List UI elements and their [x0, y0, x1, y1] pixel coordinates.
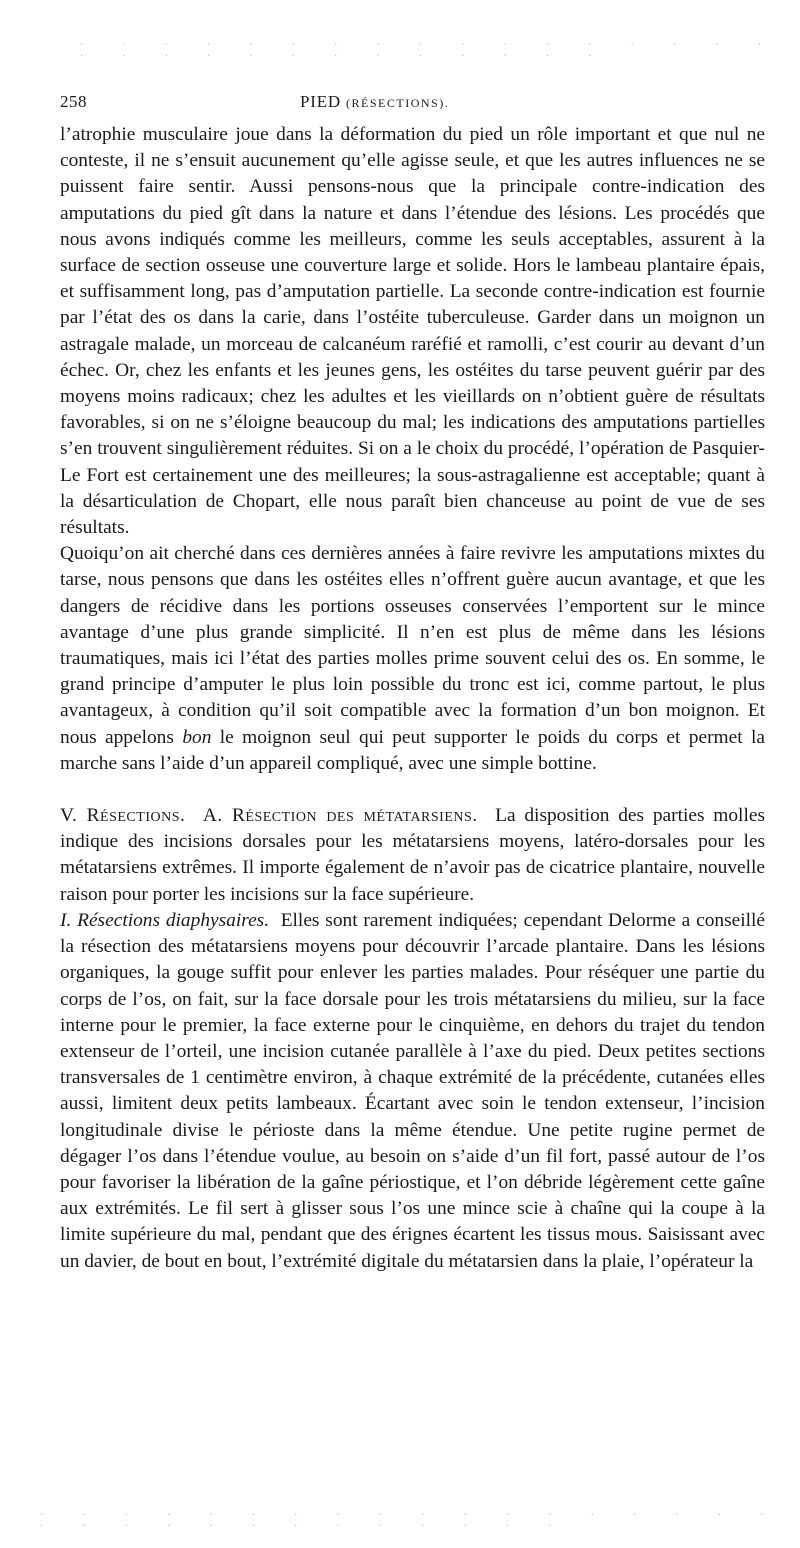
paragraph-3	[60, 803, 765, 908]
body-text	[60, 122, 765, 1275]
section-heading: V. Résections.	[60, 805, 186, 827]
scan-speckle-bottom: · · · · · · · · · · · · · · · · · · · · · · · · · · · · · · ·	[40, 1510, 782, 1532]
subsection-heading: A. Résection des métatarsiens.	[202, 805, 478, 827]
paragraph-2-part-b: le moignon seul qui peut supporter le poids du corps et permet la marche sans l’aide d’un appareil compliqué, avec une simple bottine.	[60, 726, 765, 774]
running-title-main: PIED	[300, 92, 341, 111]
running-title-sub: (RÉSECTIONS).	[346, 96, 450, 110]
paragraph-2-part-a: Quoiqu’on ait cherché dans ces dernières années à faire revivre les amputations mixtes du tarse, nous pensons que dans les ostéites elles n’offrent guère aucun avantage, et que les dangers de récidive dans les portions osseuses conservées l’emportent sur le mince avantage d’une plus grande simplicité. Il n’en est plus de même dans les lésions traumatiques, mais ici l’état des parties molles prime souvent celui des os. En somme, le grand principe d’amputer le plus loin possible du tronc est ici, comme partout, le plus avantageux, à condition qu’il soit compatible avec la formation d’un bon moignon. Et nous appelons	[60, 543, 765, 748]
scan-speckle-top: · · · · · · · · · · · · · · · · · · · · · · · · · · · · · ·	[80, 40, 779, 62]
paragraph-4-heading: I. Résections diaphysaires.	[60, 909, 270, 931]
paragraph-2	[60, 541, 765, 777]
page-number: 258	[60, 92, 87, 111]
running-title	[300, 92, 449, 112]
section-gap	[60, 777, 765, 803]
running-head	[60, 92, 765, 116]
paragraph-3-body: La disposition des parties molles indique des incisions dorsales pour les métatarsiens moyens, latéro-dorsales pour les métatarsiens extrêmes. Il importe également de n’avoir pas de cicatrice plantaire, nouvelle raison pour porter les incisions sur la face supérieure.	[60, 805, 765, 905]
paragraph-4	[60, 908, 765, 1275]
paragraph-2-emphasis: bon	[182, 726, 212, 748]
paragraph-4-body: Elles sont rarement indiquées; cependant Delorme a conseillé la résection des métatarsiens moyens pour découvrir l’arcade plantaire. Dans les lésions organiques, la gouge suffit pour enlever les parties malades. Pour réséquer une partie du corps de l’os, on fait, sur la face dorsale pour les trois métatarsiens du milieu, sur la face interne pour le premier, la face externe pour le cinquième, en dehors du trajet du tendon extenseur de l’orteil, une incision cutanée parallèle à l’axe du pied. Deux petites sections transversales de 1 centimètre environ, à chaque extrémité de la précédente, cutanées elles aussi, limitent deux petits lambeaux. Écartant avec soin le tendon extenseur, l’incision longitudinale divise le périoste dans la même étendue. Une petite rugine permet de dégager l’os dans l’étendue voulue, au besoin on s’aide d’un fil fort, passé autour de l’os pour favoriser la libération de la gaîne périostique, et l’on débride légèrement cette gaîne aux extrémités. Le fil sert à glisser sous l’os une mince scie à chaîne qui la coupe à la limite supérieure du mal, pendant que des érignes écartent les tissus mous. Saisissant avec un davier, de bout en bout, l’extrémité digitale du métatarsien dans la plaie, l’opérateur la	[60, 909, 766, 1272]
paragraph-1: l’atrophie musculaire joue dans la déformation du pied un rôle important et que nul ne conteste, il ne s’ensuit aucunement qu’elle agisse seule, et que les autres influences ne se puissent faire sentir. Aussi pensons-nous que la principale contre-indication des amputations du pied gît dans la nature et dans l’étendue des lésions. Les procédés que nous avons indiqués comme les meilleurs, comme les seuls acceptables, assurent à la surface de section osseuse une couverture large et solide. Hors le lambeau plantaire épais, et suffisamment long, pas d’amputation partielle. La seconde contre-indication est fournie par l’état des os dans la carie, dans l’ostéite tuberculeuse. Garder dans un moignon un astragale malade, un morceau de calcanéum raréfié et ramolli, c’est courir au devant d’un échec. Or, chez les enfants et les jeunes gens, les ostéites du tarse peuvent guérir par des moyens moins radicaux; chez les adultes et les vieillards on n’obtient guère de résultats favorables, si on ne s’éloigne beaucoup du mal; les indications des amputations partielles s’en trouvent singulièrement réduites. Si on a le choix du procédé, l’opération de Pasquier-Le Fort est certainement une des meilleures; la sous-astragalienne est acceptable; quant à la désarticulation de Chopart, elle nous paraît bien chanceuse au point de vue de ses résultats.	[60, 124, 765, 539]
